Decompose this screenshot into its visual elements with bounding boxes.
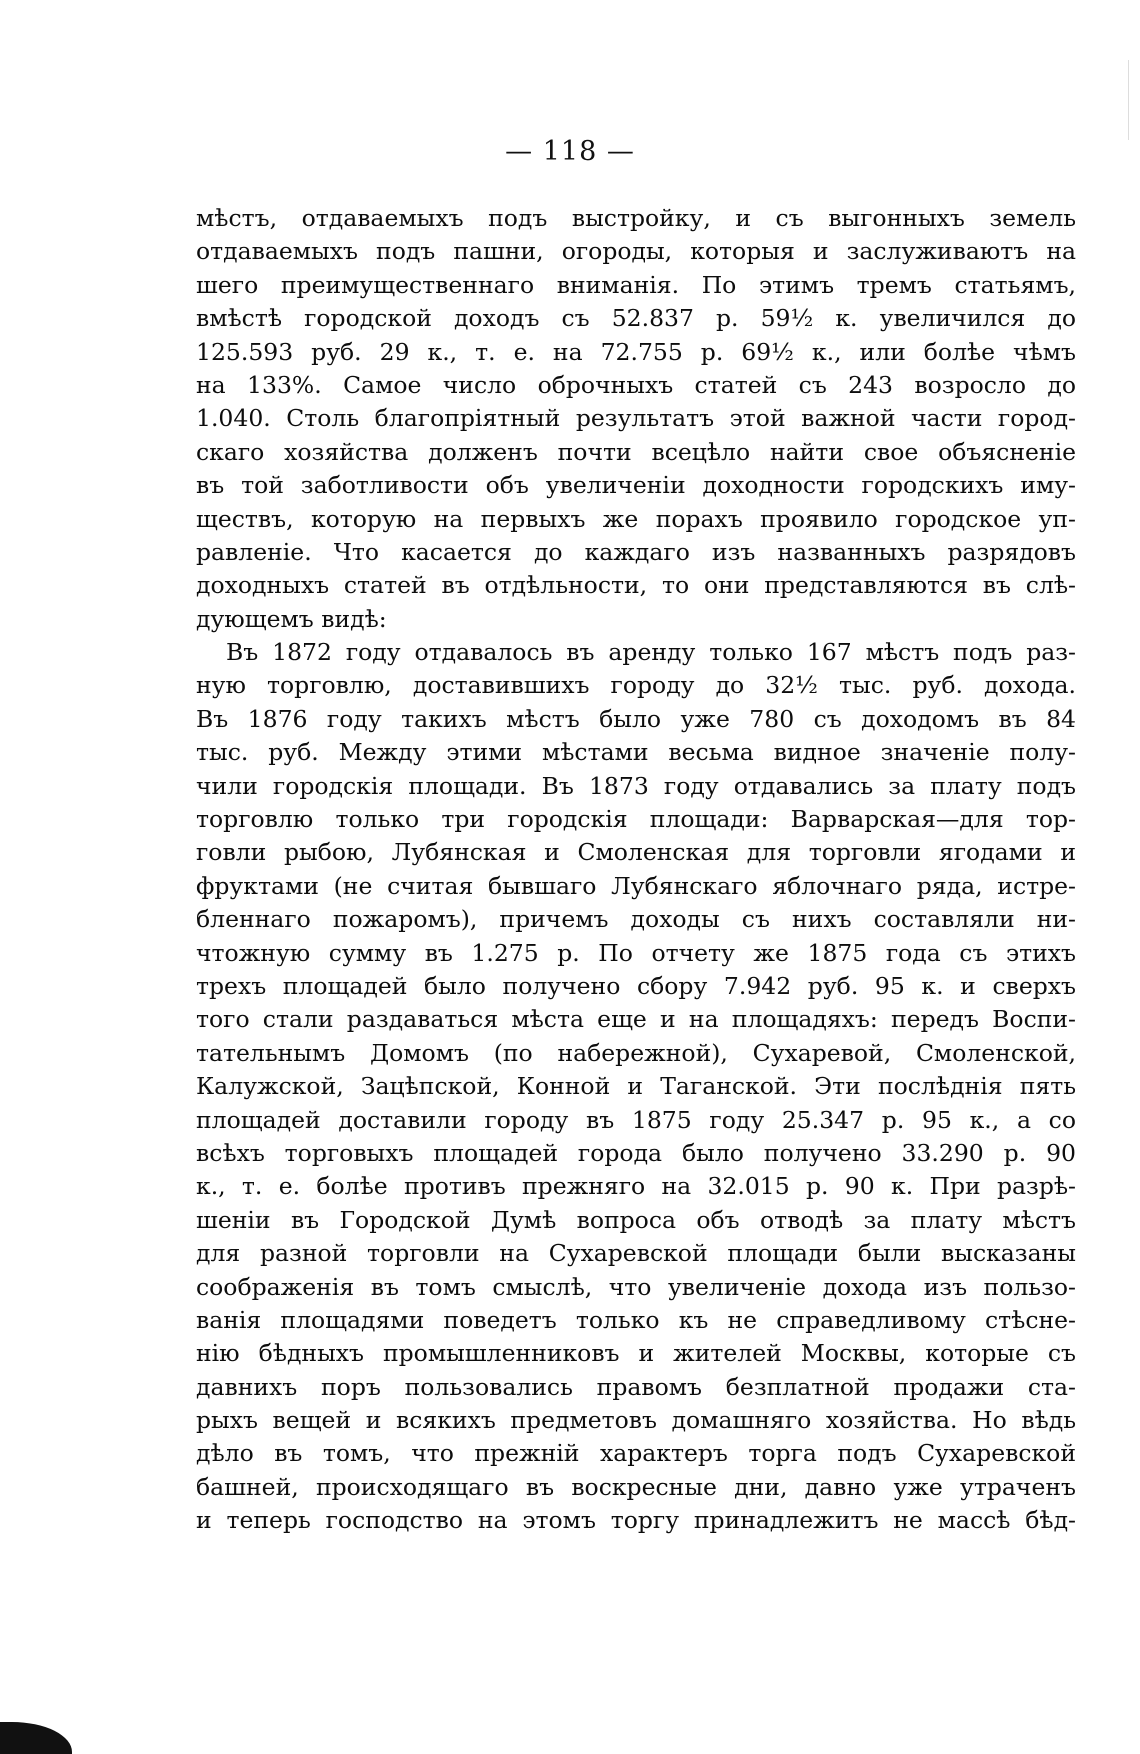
scan-edge-line bbox=[1128, 60, 1129, 140]
text-line: говли рыбою, Лубянская и Смоленская для торговли ягодами и bbox=[196, 838, 1076, 867]
text-line: ванія площадями поведетъ только къ не справедливому стѣсне- bbox=[196, 1305, 1076, 1334]
text-line: давнихъ поръ пользовались правомъ безплатной продажи ста- bbox=[196, 1372, 1076, 1401]
text-line: въ той заботливости объ увеличеніи доходности городскихъ иму- bbox=[196, 471, 1076, 500]
text-line: соображенія въ томъ смыслѣ, что увеличеніе дохода изъ пользо- bbox=[196, 1272, 1076, 1301]
text-line-paragraph-end: дующемъ видѣ: bbox=[196, 604, 387, 633]
text-line: ную торговлю, доставившихъ городу до 32½ тыс. руб. дохода. bbox=[196, 671, 1076, 700]
body-text bbox=[196, 202, 1076, 1538]
text-line: торговлю только три городскія площади: Варварская—для тор- bbox=[196, 805, 1076, 834]
text-line: шего преимущественнаго вниманія. По этимъ тремъ статьямъ, bbox=[196, 270, 1076, 299]
text-line: 125.593 руб. 29 к., т. е. на 72.755 р. 69½ к., или болѣе чѣмъ bbox=[196, 337, 1076, 366]
text-line: отдаваемыхъ подъ пашни, огороды, которыя и заслуживаютъ на bbox=[196, 237, 1076, 266]
text-line: всѣхъ торговыхъ площадей города было получено 33.290 р. 90 bbox=[196, 1138, 1076, 1167]
text-line: площадей доставили городу въ 1875 году 25.347 р. 95 к., а со bbox=[196, 1105, 1076, 1134]
text-line: скаго хозяйства долженъ почти всецѣло найти свое объясненіе bbox=[196, 437, 1076, 466]
text-line: тательнымъ Домомъ (по набережной), Сухаревой, Смоленской, bbox=[196, 1038, 1076, 1067]
text-line: шеніи въ Городской Думѣ вопроса объ отводѣ за плату мѣстъ bbox=[196, 1205, 1076, 1234]
text-line: равленіе. Что касается до каждаго изъ названныхъ разрядовъ bbox=[196, 537, 1076, 566]
text-line: нію бѣдныхъ промышленниковъ и жителей Москвы, которые съ bbox=[196, 1339, 1076, 1368]
text-line: того стали раздаваться мѣста еще и на площадяхъ: передъ Воспи- bbox=[196, 1005, 1076, 1034]
scan-artifact-mark bbox=[0, 1722, 72, 1754]
text-line: башней, происходящаго въ воскресные дни, давно уже утраченъ bbox=[196, 1472, 1076, 1501]
text-line: Въ 1876 году такихъ мѣстъ было уже 780 съ доходомъ въ 84 bbox=[196, 704, 1076, 733]
text-line: к., т. е. болѣе противъ прежняго на 32.015 р. 90 к. При разрѣ- bbox=[196, 1172, 1076, 1201]
page-number: — 118 — bbox=[505, 136, 635, 167]
text-line: 1.040. Столь благопріятный результатъ этой важной части город- bbox=[196, 404, 1076, 433]
text-line: Калужской, Зацѣпской, Конной и Таганской. Эти послѣднія пять bbox=[196, 1072, 1076, 1101]
text-line: чили городскія площади. Въ 1873 году отдавались за плату подъ bbox=[196, 771, 1076, 800]
text-line: ществъ, которую на первыхъ же порахъ проявило городское уп- bbox=[196, 504, 1076, 533]
text-line: фруктами (не считая бывшаго Лубянскаго яблочнаго ряда, истре- bbox=[196, 871, 1076, 900]
text-line: доходныхъ статей въ отдѣльности, то они представляются въ слѣ- bbox=[196, 571, 1076, 600]
text-line-paragraph-start: Въ 1872 году отдавалось въ аренду только 167 мѣстъ подъ раз- bbox=[226, 638, 1076, 667]
text-line: вмѣстѣ городской доходъ съ 52.837 р. 59½ к. увеличился до bbox=[196, 304, 1076, 333]
text-line: и теперь господство на этомъ торгу принадлежитъ не массѣ бѣд- bbox=[196, 1506, 1076, 1535]
text-line: мѣстъ, отдаваемыхъ подъ выстройку, и съ выгонныхъ земель bbox=[196, 204, 1076, 232]
text-line: для разной торговли на Сухаревской площади были высказаны bbox=[196, 1239, 1076, 1268]
text-line: бленнаго пожаромъ), причемъ доходы съ нихъ составляли ни- bbox=[196, 905, 1076, 934]
text-line: рыхъ вещей и всякихъ предметовъ домашняго хозяйства. Но вѣдь bbox=[196, 1406, 1076, 1435]
text-line: на 133%. Самое число оброчныхъ статей съ 243 возросло до bbox=[196, 370, 1076, 399]
text-line: трехъ площадей было получено сбору 7.942 руб. 95 к. и сверхъ bbox=[196, 971, 1076, 1000]
text-line: дѣло въ томъ, что прежній характеръ торга подъ Сухаревской bbox=[196, 1439, 1076, 1468]
text-line: чтожную сумму въ 1.275 р. По отчету же 1875 года съ этихъ bbox=[196, 938, 1076, 967]
text-line: тыс. руб. Между этими мѣстами весьма видное значеніе полу- bbox=[196, 738, 1076, 767]
